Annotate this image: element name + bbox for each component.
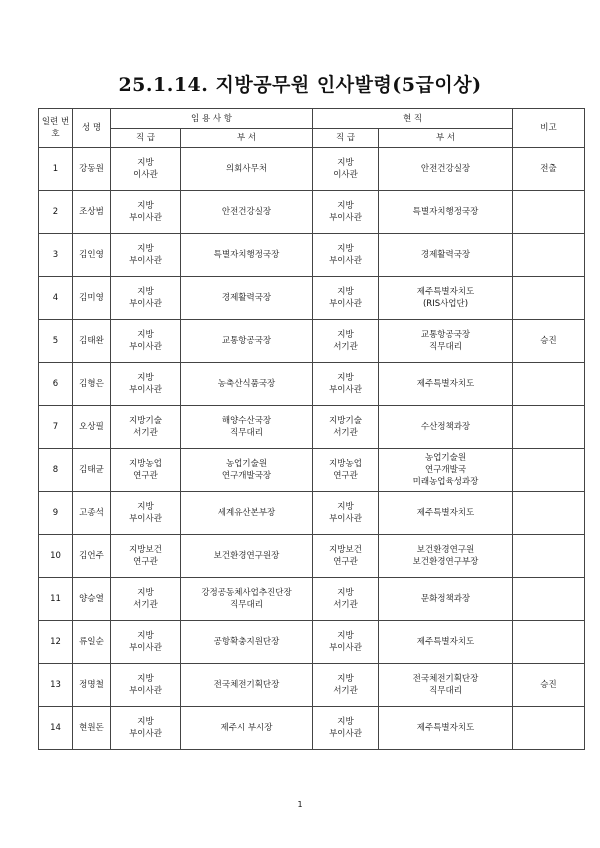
new-grade-cell: 지방 부이사관 bbox=[111, 277, 181, 320]
row-number-cell: 11 bbox=[39, 578, 73, 621]
new-department-cell: 교통항공국장 bbox=[181, 320, 313, 363]
employee-name-cell: 조상범 bbox=[73, 191, 111, 234]
note-cell bbox=[513, 707, 585, 750]
table-row bbox=[39, 363, 585, 406]
current-grade-cell: 지방 이사관 bbox=[313, 148, 379, 191]
header-new-dept: 부 서 bbox=[181, 129, 313, 148]
current-grade-cell: 지방 부이사관 bbox=[313, 621, 379, 664]
current-department-cell: 전국체전기획단장 직무대리 bbox=[379, 664, 513, 707]
new-grade-cell: 지방농업 연구관 bbox=[111, 449, 181, 492]
table-row bbox=[39, 578, 585, 621]
row-number-cell: 2 bbox=[39, 191, 73, 234]
note-cell bbox=[513, 406, 585, 449]
note-cell: 전출 bbox=[513, 148, 585, 191]
note-cell bbox=[513, 621, 585, 664]
new-department-cell: 농업기술원 연구개발국장 bbox=[181, 449, 313, 492]
current-grade-cell: 지방 부이사관 bbox=[313, 363, 379, 406]
employee-name-cell: 양승열 bbox=[73, 578, 111, 621]
row-number-cell: 8 bbox=[39, 449, 73, 492]
header-name: 성 명 bbox=[73, 109, 111, 148]
new-department-cell: 세계유산본부장 bbox=[181, 492, 313, 535]
new-department-cell: 농축산식품국장 bbox=[181, 363, 313, 406]
note-cell bbox=[513, 578, 585, 621]
employee-name-cell: 김태완 bbox=[73, 320, 111, 363]
page-number: 1 bbox=[297, 800, 303, 809]
new-grade-cell: 지방 이사관 bbox=[111, 148, 181, 191]
header-no: 일련 번호 bbox=[39, 109, 73, 148]
note-cell: 승진 bbox=[513, 664, 585, 707]
row-number-cell: 6 bbox=[39, 363, 73, 406]
current-department-cell: 교통항공국장 직무대리 bbox=[379, 320, 513, 363]
current-grade-cell: 지방농업 연구관 bbox=[313, 449, 379, 492]
current-department-cell: 문화정책과장 bbox=[379, 578, 513, 621]
header-cur-grade: 직 급 bbox=[313, 129, 379, 148]
new-grade-cell: 지방 부이사관 bbox=[111, 492, 181, 535]
current-department-cell: 경제활력국장 bbox=[379, 234, 513, 277]
current-department-cell: 제주특별자치도 (RIS사업단) bbox=[379, 277, 513, 320]
current-department-cell: 제주특별자치도 bbox=[379, 492, 513, 535]
current-grade-cell: 지방보건 연구관 bbox=[313, 535, 379, 578]
row-number-cell: 9 bbox=[39, 492, 73, 535]
note-cell bbox=[513, 492, 585, 535]
new-department-cell: 안전건강실장 bbox=[181, 191, 313, 234]
employee-name-cell: 김언주 bbox=[73, 535, 111, 578]
employee-name-cell: 김미영 bbox=[73, 277, 111, 320]
new-grade-cell: 지방기술 서기관 bbox=[111, 406, 181, 449]
note-cell bbox=[513, 363, 585, 406]
row-number-cell: 1 bbox=[39, 148, 73, 191]
current-grade-cell: 지방 서기관 bbox=[313, 320, 379, 363]
current-department-cell: 수산정책과장 bbox=[379, 406, 513, 449]
row-number-cell: 12 bbox=[39, 621, 73, 664]
header-new-grade: 직 급 bbox=[111, 129, 181, 148]
new-grade-cell: 지방 서기관 bbox=[111, 578, 181, 621]
table-row bbox=[39, 148, 585, 191]
note-cell: 승진 bbox=[513, 320, 585, 363]
current-grade-cell: 지방 서기관 bbox=[313, 578, 379, 621]
new-grade-cell: 지방보건 연구관 bbox=[111, 535, 181, 578]
new-grade-cell: 지방 부이사관 bbox=[111, 707, 181, 750]
new-grade-cell: 지방 부이사관 bbox=[111, 191, 181, 234]
current-grade-cell: 지방 부이사관 bbox=[313, 191, 379, 234]
table-row bbox=[39, 492, 585, 535]
table-row bbox=[39, 535, 585, 578]
employee-name-cell: 강동원 bbox=[73, 148, 111, 191]
note-cell bbox=[513, 234, 585, 277]
header-cur-dept: 부 서 bbox=[379, 129, 513, 148]
table-row bbox=[39, 406, 585, 449]
row-number-cell: 5 bbox=[39, 320, 73, 363]
current-department-cell: 제주특별자치도 bbox=[379, 363, 513, 406]
current-grade-cell: 지방 부이사관 bbox=[313, 492, 379, 535]
new-department-cell: 전국체전기획단장 bbox=[181, 664, 313, 707]
note-cell bbox=[513, 277, 585, 320]
note-cell bbox=[513, 449, 585, 492]
row-number-cell: 13 bbox=[39, 664, 73, 707]
new-grade-cell: 지방 부이사관 bbox=[111, 621, 181, 664]
current-department-cell: 제주특별자치도 bbox=[379, 707, 513, 750]
appointment-table bbox=[38, 108, 585, 750]
row-number-cell: 10 bbox=[39, 535, 73, 578]
new-grade-cell: 지방 부이사관 bbox=[111, 320, 181, 363]
current-grade-cell: 지방기술 서기관 bbox=[313, 406, 379, 449]
current-grade-cell: 지방 부이사관 bbox=[313, 707, 379, 750]
current-grade-cell: 지방 서기관 bbox=[313, 664, 379, 707]
new-department-cell: 특별자치행정국장 bbox=[181, 234, 313, 277]
current-grade-cell: 지방 부이사관 bbox=[313, 234, 379, 277]
new-department-cell: 해양수산국장 직무대리 bbox=[181, 406, 313, 449]
current-department-cell: 특별자치행정국장 bbox=[379, 191, 513, 234]
new-department-cell: 강정공동체사업추진단장 직무대리 bbox=[181, 578, 313, 621]
header-note: 비고 bbox=[513, 109, 585, 148]
employee-name-cell: 고종석 bbox=[73, 492, 111, 535]
table-row bbox=[39, 707, 585, 750]
new-department-cell: 제주시 부시장 bbox=[181, 707, 313, 750]
employee-name-cell: 김인영 bbox=[73, 234, 111, 277]
employee-name-cell: 오상필 bbox=[73, 406, 111, 449]
header-current: 현 직 bbox=[313, 109, 513, 129]
table-body bbox=[39, 148, 585, 750]
row-number-cell: 14 bbox=[39, 707, 73, 750]
employee-name-cell: 현원돈 bbox=[73, 707, 111, 750]
table-row bbox=[39, 234, 585, 277]
new-grade-cell: 지방 부이사관 bbox=[111, 664, 181, 707]
employee-name-cell: 정명철 bbox=[73, 664, 111, 707]
note-cell bbox=[513, 535, 585, 578]
row-number-cell: 4 bbox=[39, 277, 73, 320]
row-number-cell: 3 bbox=[39, 234, 73, 277]
note-cell bbox=[513, 191, 585, 234]
new-department-cell: 경제활력국장 bbox=[181, 277, 313, 320]
new-grade-cell: 지방 부이사관 bbox=[111, 234, 181, 277]
page-title: 25.1.14. 지방공무원 인사발령(5급이상) bbox=[118, 74, 482, 96]
new-grade-cell: 지방 부이사관 bbox=[111, 363, 181, 406]
table-row bbox=[39, 320, 585, 363]
current-department-cell: 제주특별자치도 bbox=[379, 621, 513, 664]
employee-name-cell: 류일순 bbox=[73, 621, 111, 664]
table-row bbox=[39, 277, 585, 320]
current-department-cell: 안전건강실장 bbox=[379, 148, 513, 191]
table-row bbox=[39, 449, 585, 492]
new-department-cell: 보건환경연구원장 bbox=[181, 535, 313, 578]
table-row bbox=[39, 664, 585, 707]
table-row bbox=[39, 191, 585, 234]
employee-name-cell: 김형은 bbox=[73, 363, 111, 406]
current-grade-cell: 지방 부이사관 bbox=[313, 277, 379, 320]
table-row bbox=[39, 621, 585, 664]
employee-name-cell: 김태균 bbox=[73, 449, 111, 492]
current-department-cell: 농업기술원 연구개발국 미래농업육성과장 bbox=[379, 449, 513, 492]
current-department-cell: 보건환경연구원 보건환경연구부장 bbox=[379, 535, 513, 578]
new-department-cell: 공항확충지원단장 bbox=[181, 621, 313, 664]
header-appointment: 임 용 사 항 bbox=[111, 109, 313, 129]
new-department-cell: 의회사무처 bbox=[181, 148, 313, 191]
row-number-cell: 7 bbox=[39, 406, 73, 449]
